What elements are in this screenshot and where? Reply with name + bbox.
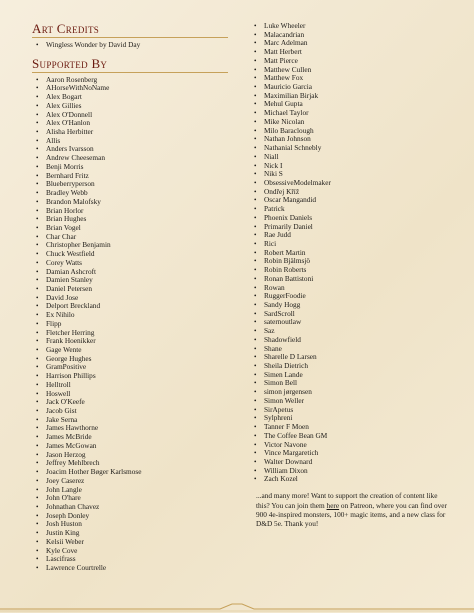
supporter-item: • Allis bbox=[32, 137, 228, 146]
supporter-item: • Brian Hughes bbox=[32, 215, 228, 224]
supporter-item: • Blueberryperson bbox=[32, 180, 228, 189]
supporter-item: • Jake Serna bbox=[32, 416, 228, 425]
supporter-item: • Alex O'Donnell bbox=[32, 111, 228, 120]
supporter-item: • Benji Morris bbox=[32, 163, 228, 172]
supporter-item: • simon jørgensen bbox=[250, 388, 450, 397]
supporter-item: • Sharelle D Larsen bbox=[250, 353, 450, 362]
page-border-ornament bbox=[0, 601, 474, 613]
supporter-item: • Aaron Rosenberg bbox=[32, 76, 228, 85]
supporter-item: • Luke Wheeler bbox=[250, 22, 450, 31]
supporter-item: • Milo Baraclough bbox=[250, 127, 450, 136]
supporter-item: • Matt Pierce bbox=[250, 57, 450, 66]
supporter-item: • Kelsii Weber bbox=[32, 538, 228, 547]
supporter-item: • Harrison Phillips bbox=[32, 372, 228, 381]
supporter-item: • David Jose bbox=[32, 294, 228, 303]
supporter-item: • Primarily Daniel bbox=[250, 223, 450, 232]
supporter-item: • Johnathan Chavez bbox=[32, 503, 228, 512]
supporter-item: • Rae Judd bbox=[250, 231, 450, 240]
supporter-item: • The Coffee Bean GM bbox=[250, 432, 450, 441]
supporter-item: • Brian Horlor bbox=[32, 207, 228, 216]
supporter-item: • Joseph Donley bbox=[32, 512, 228, 521]
supporter-item: • Zach Kozel bbox=[250, 475, 450, 484]
supporter-item: • Jacob Gist bbox=[32, 407, 228, 416]
left-column bbox=[32, 22, 228, 573]
supporter-item: • Alisha Herbitter bbox=[32, 128, 228, 137]
right-column bbox=[250, 22, 450, 536]
supporter-item: • Jason Herzog bbox=[32, 451, 228, 460]
supporter-item: • Oscar Mangandid bbox=[250, 196, 450, 205]
supporter-item: • Kyle Cove bbox=[32, 547, 228, 556]
patreon-link[interactable]: here bbox=[326, 500, 340, 510]
supporter-item: • Robin Bjälmsjö bbox=[250, 257, 450, 266]
supporter-item: • Michael Taylor bbox=[250, 109, 450, 118]
supporter-item: • Maximilian Birjak bbox=[250, 92, 450, 101]
supporter-item: • Simen Lande bbox=[250, 371, 450, 380]
supporter-item: • Jack O'Keefe bbox=[32, 398, 228, 407]
art-credits-list bbox=[32, 41, 228, 50]
supporter-item: • Sheila Dietrich bbox=[250, 362, 450, 371]
supporter-item: • Patrick bbox=[250, 205, 450, 214]
supporter-item: • Alex O'Hanlon bbox=[32, 119, 228, 128]
supporter-item: • Simon Bell bbox=[250, 379, 450, 388]
supporter-item: • Simon Weller bbox=[250, 397, 450, 406]
supporter-item: • RuggerFoodie bbox=[250, 292, 450, 301]
supported-by-heading: Supported By bbox=[32, 57, 228, 73]
supporter-item: • Mike Nicolan bbox=[250, 118, 450, 127]
closing-note bbox=[250, 491, 451, 529]
supporter-item: • Niall bbox=[250, 153, 450, 162]
supporter-item: • Damien Stanley bbox=[32, 276, 228, 285]
supporter-item: • Brandon Malofsky bbox=[32, 198, 228, 207]
supporter-item: • Victor Navone bbox=[250, 441, 450, 450]
supporter-item: • ObsessiveModelmaker bbox=[250, 179, 450, 188]
supporter-item: • Corey Watts bbox=[32, 259, 228, 268]
supporter-item: • Flipp bbox=[32, 320, 228, 329]
supporter-item: • Ronan Battistoni bbox=[250, 275, 450, 284]
supporter-item: • Hoswell bbox=[32, 390, 228, 399]
supporter-item: • Jeffrey Mehlbrech bbox=[32, 459, 228, 468]
supporter-item: • Sandy Hogg bbox=[250, 301, 450, 310]
supporters-list-left bbox=[32, 76, 228, 573]
supporter-item: • Alex Bogart bbox=[32, 93, 228, 102]
supporter-item: • Joacim Hother Bøger Karlsmose bbox=[32, 468, 228, 477]
supporter-item: • James McBride bbox=[32, 433, 228, 442]
supporter-item: • Bradley Webb bbox=[32, 189, 228, 198]
supporter-item: • Fletcher Herring bbox=[32, 329, 228, 338]
supporter-item: • Lascifrass bbox=[32, 555, 228, 564]
supporter-item: • Alex Gillies bbox=[32, 102, 228, 111]
art-credit-item: • Wingless Wonder by David Day bbox=[32, 41, 228, 50]
supporter-item: • Lawrence Courtrelle bbox=[32, 564, 228, 573]
supporter-item: • Brian Vogel bbox=[32, 224, 228, 233]
supporter-item: • Matthew Fox bbox=[250, 74, 450, 83]
supporter-item: • Rici bbox=[250, 240, 450, 249]
supporter-item: • Sylphreni bbox=[250, 414, 450, 423]
supporter-item: • Nathanial Schnebly bbox=[250, 144, 450, 153]
supporter-item: • GramPositive bbox=[32, 363, 228, 372]
supporter-item: • Robert Martin bbox=[250, 249, 450, 258]
supporter-item: • Delport Breckland bbox=[32, 302, 228, 311]
supporter-item: • Gage Wente bbox=[32, 346, 228, 355]
supporter-item: • Nathan Johnson bbox=[250, 135, 450, 144]
supporter-item: • SardScroll bbox=[250, 310, 450, 319]
supporter-item: • Mehul Gupta bbox=[250, 100, 450, 109]
closing-note-text-2: on Patreon, where you can find over 900 4e-inspired monsters, 100+ magic items, and a new class for D&D 5e. Thank you! bbox=[256, 500, 447, 529]
supporter-item: • Vince Margaretich bbox=[250, 449, 450, 458]
supporter-item: • SirApetus bbox=[250, 406, 450, 415]
supporter-item: • John O'hare bbox=[32, 494, 228, 503]
supporter-item: • Saz bbox=[250, 327, 450, 336]
supporter-item: • Andrew Cheeseman bbox=[32, 154, 228, 163]
supporter-item: • Ondřej Kříž bbox=[250, 188, 450, 197]
closing-note-text-1: ...and many more! Want to support the creation of content like this? You can join them bbox=[256, 491, 438, 510]
supporter-item: • Frank Hoenikker bbox=[32, 337, 228, 346]
supporter-item: • Chuck Westfield bbox=[32, 250, 228, 259]
supporter-item: • Justin King bbox=[32, 529, 228, 538]
supporter-item: • James McGowan bbox=[32, 442, 228, 451]
supporter-item: • Ex Nihilo bbox=[32, 311, 228, 320]
supporter-item: • Bernhard Fritz bbox=[32, 172, 228, 181]
supporter-item: • Walter Downard bbox=[250, 458, 450, 467]
supporter-item: • Joey Caserez bbox=[32, 477, 228, 486]
supporter-item: • Damian Ashcroft bbox=[32, 268, 228, 277]
supporter-item: • Niki S bbox=[250, 170, 450, 179]
supporter-item: • AHorseWithNoName bbox=[32, 84, 228, 93]
supporter-item: • Helltroll bbox=[32, 381, 228, 390]
supporter-item: • Tanner F Moen bbox=[250, 423, 450, 432]
supporter-item: • Marc Adelman bbox=[250, 39, 450, 48]
supporter-item: • Nick I bbox=[250, 162, 450, 171]
supporter-item: • saternoutlaw bbox=[250, 318, 450, 327]
supporter-item: • Daniel Petersen bbox=[32, 285, 228, 294]
supporter-item: • John Langle bbox=[32, 486, 228, 495]
supporter-item: • Shadowfield bbox=[250, 336, 450, 345]
art-credits-heading: Art Credits bbox=[32, 22, 228, 38]
supporter-item: • Christopher Benjamin bbox=[32, 241, 228, 250]
supporter-item: • Malacandrian bbox=[250, 31, 450, 40]
supporter-item: • Phoenix Daniels bbox=[250, 214, 450, 223]
supporter-item: • Char Char bbox=[32, 233, 228, 242]
supporter-item: • William Dixon bbox=[250, 467, 450, 476]
supporter-item: • James Hawthorne bbox=[32, 424, 228, 433]
supporter-item: • Josh Huston bbox=[32, 520, 228, 529]
supporter-item: • Anders Ivarsson bbox=[32, 145, 228, 154]
supporter-item: • Matt Herbert bbox=[250, 48, 450, 57]
supporter-item: • Matthew Cullen bbox=[250, 66, 450, 75]
supporter-item: • Robin Roberts bbox=[250, 266, 450, 275]
supporter-item: • Mauricio Garcia bbox=[250, 83, 450, 92]
supporters-list-right bbox=[250, 22, 450, 484]
supporter-item: • Rowan bbox=[250, 284, 450, 293]
supporter-item: • George Hughes bbox=[32, 355, 228, 364]
supporter-item: • Shane bbox=[250, 345, 450, 354]
